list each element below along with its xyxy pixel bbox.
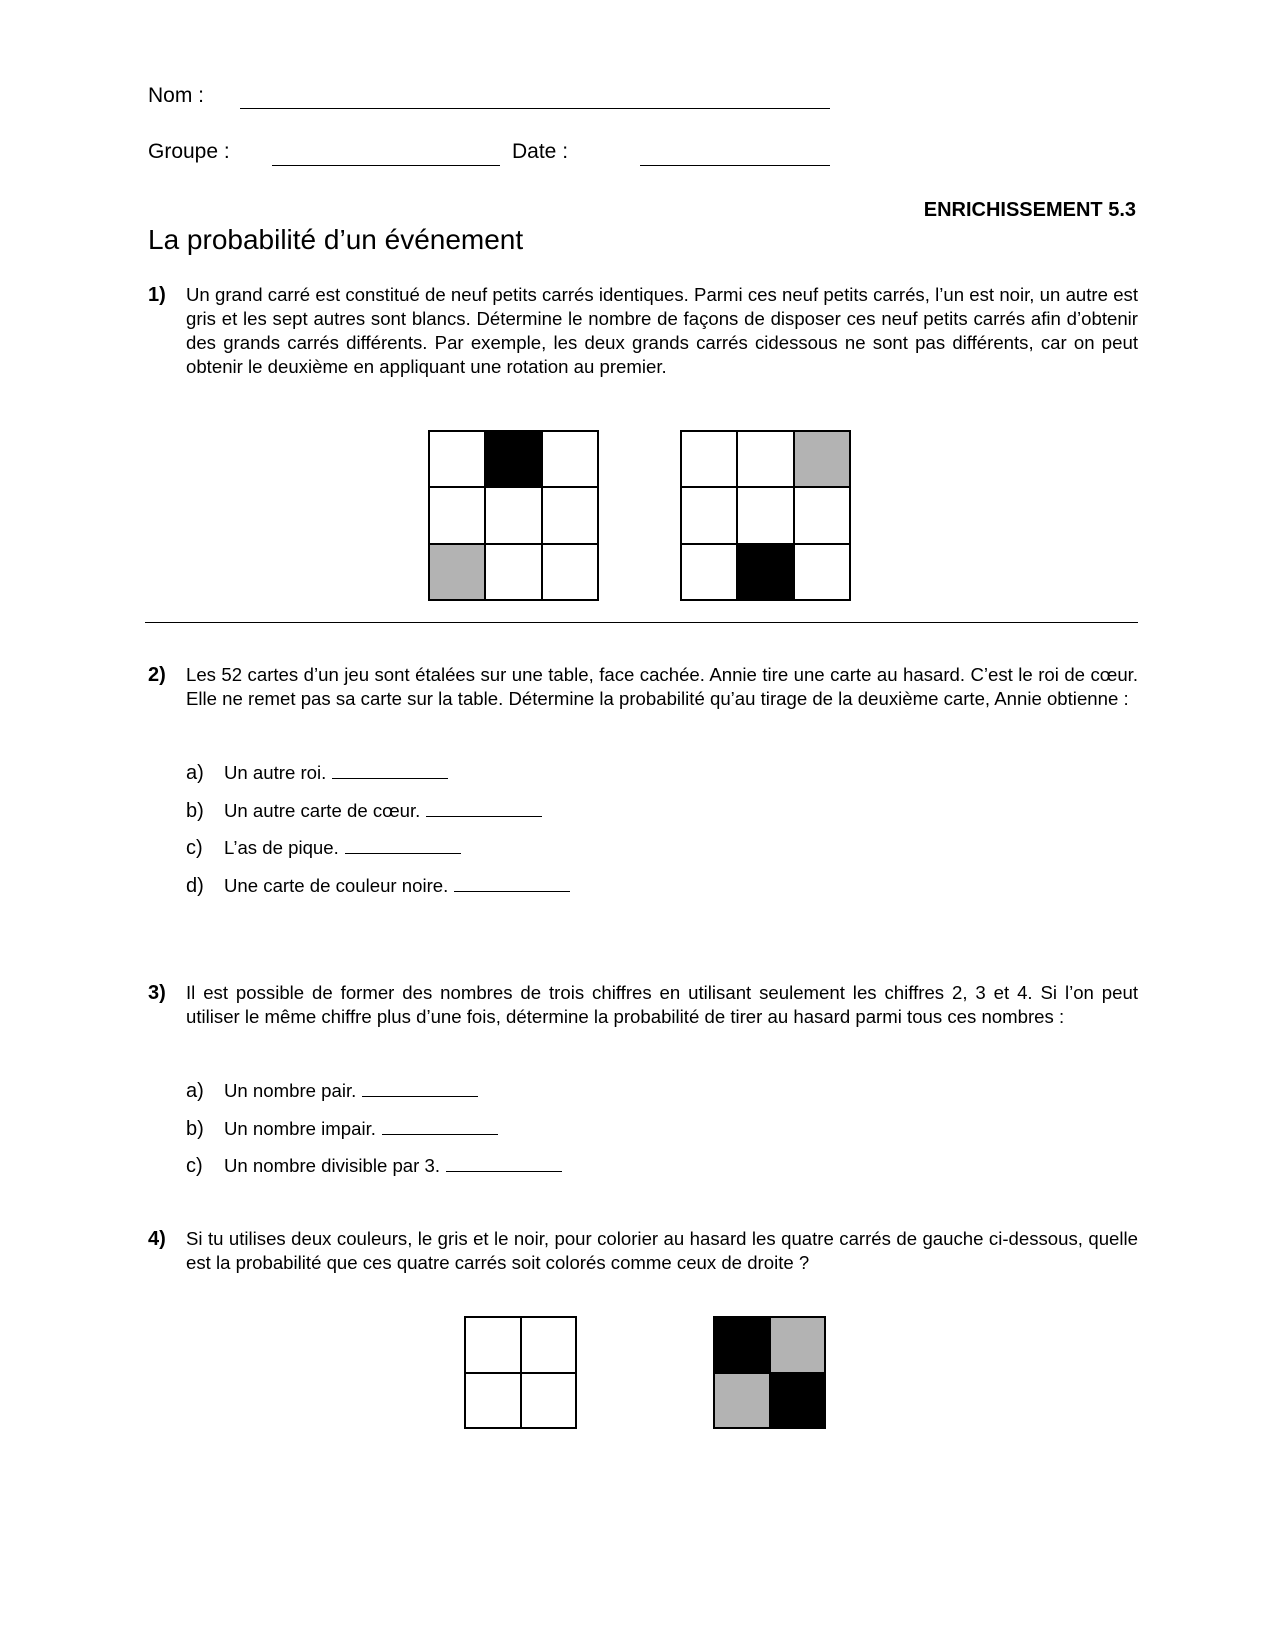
- q2-option-c: [186, 835, 461, 860]
- grid-cell: [465, 1317, 521, 1373]
- answer-blank[interactable]: [426, 798, 542, 817]
- grid-cell: [681, 431, 737, 487]
- section-label: ENRICHISSEMENT 5.3: [923, 199, 1136, 221]
- grid-cell: [429, 431, 485, 487]
- option-text: Un autre carte de cœur.: [224, 800, 421, 821]
- grid-cell: [485, 544, 541, 600]
- answer-blank[interactable]: [382, 1116, 498, 1135]
- option-letter: a): [186, 762, 204, 784]
- question-1-text: Un grand carré est constitué de neuf petits carrés identiques. Parmi ces neuf petits carrés, l’un est noir, un autre est gris et les sept autres sont blancs. Détermine le nombre de façons de disposer ces neuf petits carrés afin d’obtenir des grands carrés différents. Par exemple, les deux grands carrés cidessous ne sont pas différents, car on peut obtenir le deuxième en appliquant une rotation au premier.: [186, 284, 1138, 377]
- name-field[interactable]: [240, 86, 830, 109]
- option-text: Un autre roi.: [224, 762, 327, 783]
- grid-cell: [681, 487, 737, 543]
- grid-cell: [737, 544, 793, 600]
- answer-blank[interactable]: [362, 1078, 478, 1097]
- option-text: Un nombre pair.: [224, 1080, 357, 1101]
- grid-cell: [770, 1373, 826, 1429]
- answer-blank[interactable]: [446, 1153, 562, 1172]
- q1-grid-example-2: [680, 430, 851, 601]
- q4-grid-blank: [464, 1316, 577, 1429]
- q3-option-c: [186, 1153, 562, 1178]
- q2-option-a: [186, 760, 448, 785]
- option-text: L’as de pique.: [224, 837, 339, 858]
- question-3-text: Il est possible de former des nombres de trois chiffres en utilisant seulement les chiffres 2, 3 et 4. Si l’on peut utiliser le même chiffre plus d’une fois, détermine la probabilité de tirer au hasard parmi tous ces nombres :: [186, 982, 1138, 1027]
- option-letter: b): [186, 1118, 204, 1140]
- grid-cell: [770, 1317, 826, 1373]
- q4-grid-colored: [713, 1316, 826, 1429]
- question-4-text: Si tu utilises deux couleurs, le gris et le noir, pour colorier au hasard les quatre carrés de gauche ci-dessous, quelle est la probabilité que ces quatre carrés soit colorés comme ceux de droite ?: [186, 1228, 1138, 1273]
- grid-cell: [521, 1317, 577, 1373]
- question-2-number: 2): [148, 664, 166, 686]
- grid-cell: [794, 487, 850, 543]
- group-label: Groupe :: [148, 140, 230, 163]
- grid-cell: [714, 1317, 770, 1373]
- grid-cell: [737, 431, 793, 487]
- grid-cell: [542, 544, 598, 600]
- option-letter: c): [186, 837, 203, 859]
- question-3-number: 3): [148, 982, 166, 1004]
- grid-cell: [542, 431, 598, 487]
- grid-cell: [542, 487, 598, 543]
- option-letter: b): [186, 800, 204, 822]
- q3-option-b: [186, 1116, 498, 1141]
- grid-cell: [794, 431, 850, 487]
- grid-cell: [485, 431, 541, 487]
- question-2-text: Les 52 cartes d’un jeu sont étalées sur une table, face cachée. Annie tire une carte au hasard. C’est le roi de cœur. Elle ne remet pas sa carte sur la table. Détermine la probabilité qu’au tirage de la deuxième carte, Annie obtienne :: [186, 664, 1138, 709]
- q1-grid-example-1: [428, 430, 599, 601]
- grid-cell: [485, 487, 541, 543]
- grid-cell: [521, 1373, 577, 1429]
- grid-cell: [429, 487, 485, 543]
- grid-cell: [794, 544, 850, 600]
- q2-option-b: [186, 798, 542, 823]
- section-divider: [145, 622, 1138, 623]
- answer-blank[interactable]: [332, 760, 448, 779]
- grid-cell: [714, 1373, 770, 1429]
- grid-cell: [681, 544, 737, 600]
- option-text: Un nombre divisible par 3.: [224, 1155, 440, 1176]
- option-letter: d): [186, 875, 204, 897]
- grid-cell: [465, 1373, 521, 1429]
- answer-blank[interactable]: [454, 873, 570, 892]
- question-1-number: 1): [148, 284, 166, 306]
- option-text: Un nombre impair.: [224, 1118, 376, 1139]
- q3-option-a: [186, 1078, 478, 1103]
- group-field[interactable]: [272, 143, 500, 166]
- option-letter: a): [186, 1080, 204, 1102]
- name-label: Nom :: [148, 84, 205, 107]
- q2-option-d: [186, 873, 570, 898]
- grid-cell: [429, 544, 485, 600]
- date-label: Date :: [512, 140, 569, 163]
- option-text: Une carte de couleur noire.: [224, 875, 449, 896]
- page-title: La probabilité d’un événement: [148, 224, 524, 255]
- option-letter: c): [186, 1155, 203, 1177]
- grid-cell: [737, 487, 793, 543]
- question-4-number: 4): [148, 1228, 166, 1250]
- answer-blank[interactable]: [345, 835, 461, 854]
- date-field[interactable]: [640, 143, 830, 166]
